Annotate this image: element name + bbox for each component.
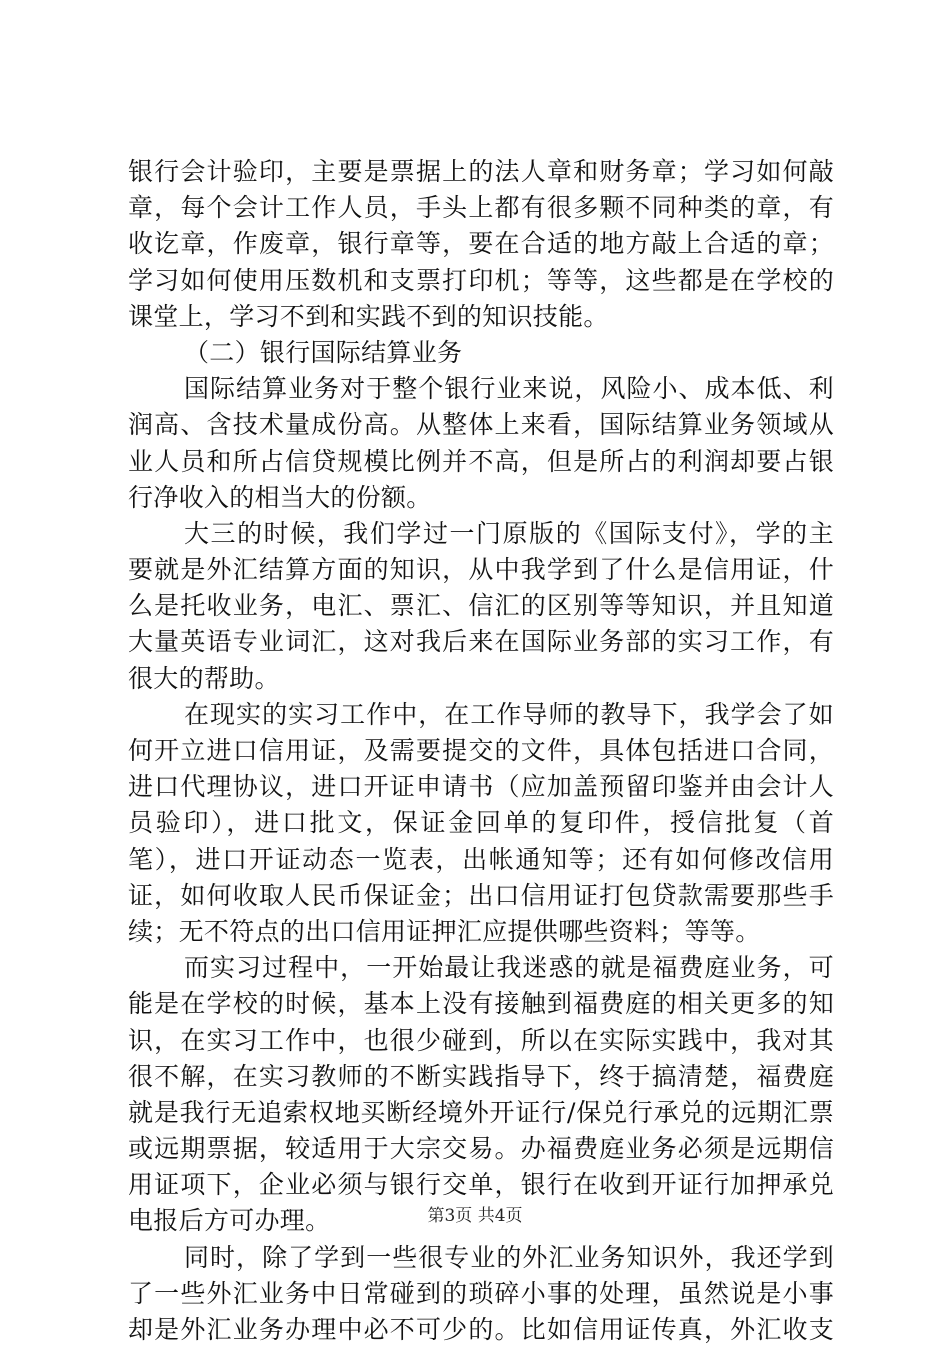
text-line: 学习如何使用压数机和支票打印机；等等，这些都是在学校的 xyxy=(128,265,834,295)
text-line: 润高、含技术量成份高。从整体上来看，国际结算业务领域从 xyxy=(128,410,834,440)
text-line: 很大的帮助。 xyxy=(128,663,280,693)
text-line: 证，如何收取人民币保证金；出口信用证打包贷款需要那些手 xyxy=(128,880,834,910)
text-line: （二）银行国际结算业务 xyxy=(184,337,463,367)
text-line: 电报后方可办理。 xyxy=(128,1206,331,1236)
text-line: 业人员和所占信贷规模比例并不高，但是所占的利润却要占银 xyxy=(128,446,834,476)
text-line: 很不解，在实习教师的不断实践指导下，终于搞清楚，福费庭 xyxy=(128,1061,834,1091)
text-line: 课堂上，学习不到和实践不到的知识技能。 xyxy=(128,301,609,331)
text-line: 用证项下，企业必须与银行交单，银行在收到开证行加押承兑 xyxy=(128,1170,834,1200)
text-line: 而实习过程中，一开始最让我迷惑的就是福费庭业务，可 xyxy=(184,953,834,983)
text-line: 何开立进口信用证，及需要提交的文件，具体包括进口合同， xyxy=(128,736,834,765)
text-line: 要就是外汇结算方面的知识，从中我学到了什么是信用证，什 xyxy=(128,555,834,585)
document-body xyxy=(128,154,834,1348)
text-line: 却是外汇业务办理中必不可少的。比如信用证传真，外汇收支 xyxy=(128,1315,834,1344)
page-footer: 第3页 共4页 xyxy=(427,1206,523,1226)
text-line: 就是我行无追索权地买断经境外开证行/保兑行承兑的远期汇票 xyxy=(128,1097,834,1127)
text-line: 行净收入的相当大的份额。 xyxy=(128,482,432,512)
text-line: 么是托收业务，电汇、票汇、信汇的区别等等知识，并且知道 xyxy=(128,591,834,621)
text-line: 在现实的实习工作中，在工作导师的教导下，我学会了如 xyxy=(184,699,834,729)
text-line: 或远期票据，较适用于大宗交易。办福费庭业务必须是远期信 xyxy=(128,1134,834,1164)
text-line: 识，在实习工作中，也很少碰到，所以在实际实践中，我对其 xyxy=(128,1025,834,1055)
text-line: 大量英语专业词汇，这对我后来在国际业务部的实习工作，有 xyxy=(128,627,834,657)
text-line: 国际结算业务对于整个银行业来说，风险小、成本低、利 xyxy=(184,374,834,404)
text-line: 收讫章，作废章，银行章等，要在合适的地方敲上合适的章； xyxy=(128,229,834,259)
text-line: 笔），进口开证动态一览表，出帐通知等；还有如何修改信用 xyxy=(128,844,834,874)
text-line: 银行会计验印，主要是票据上的法人章和财务章；学习如何敲 xyxy=(128,157,834,186)
text-line: 同时，除了学到一些很专业的外汇业务知识外，我还学到 xyxy=(184,1242,834,1272)
text-line: 章，每个会计工作人员，手头上都有很多颗不同种类的章，有 xyxy=(128,193,834,223)
text-line: 了一些外汇业务中日常碰到的琐碎小事的处理，虽然说是小事 xyxy=(128,1278,834,1308)
text-line: 员验印），进口批文，保证金回单的复印件，授信批复（首 xyxy=(128,808,834,838)
text-line: 能是在学校的时候，基本上没有接触到福费庭的相关更多的知 xyxy=(128,989,834,1019)
text-line: 大三的时候，我们学过一门原版的《国际支付》，学的主 xyxy=(184,518,834,548)
text-line: 续；无不符点的出口信用证押汇应提供哪些资料；等等。 xyxy=(128,916,761,946)
text-line: 进口代理协议，进口开证申请书（应加盖预留印鉴并由会计人 xyxy=(128,772,834,802)
